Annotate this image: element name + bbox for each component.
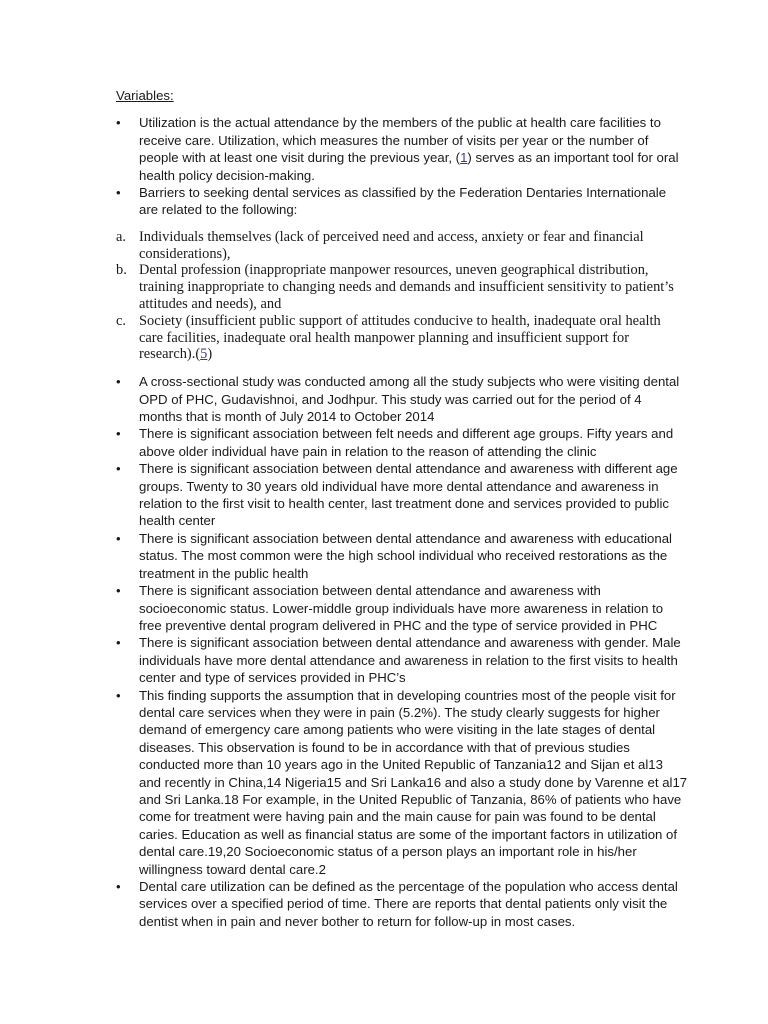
bullet-icon: • [116,879,121,894]
barrier-text-tail: ) [207,346,213,363]
barrier-item-b [116,262,688,312]
bullet-item-barriers [116,184,688,219]
finding-text: This finding supports the assumption that in developing countries most of the people visit for dental care services when they were in pain (5.2%). The study clearly suggests for higher demand of emergency care among patients who were visiting in the late stages of dental diseases. This observation is found to be in accordance with that of previous studies conducted more than 10 years ago in the United Republic of Tanzania12 and Sijan et al13 and recently in China,14 Nigeria15 and Sri Lanka16 and also a study done by Varenne et al17 and Sri Lanka.18 For example, in the United Republic of Tanzania, 86% of patients who have come for treatment were having pain and the main cause for pain was found to be dental caries. Education as well as financial status are some of the important factors in utilization of dental care.19,20 Socioeconomic status of a person plays an important role in his/her willingness toward dental care.2 [139,687,688,877]
bullet-icon: • [116,426,121,442]
finding-item [116,530,688,582]
finding-text: There is significant association between dental attendance and awareness with gender. Male individuals have more dental attendance and awareness in relation to the first visits to health center and type of services provided in PHC’s [139,635,681,686]
finding-text: There is significant association between dental attendance and awareness with different age groups. Twenty to 30 years old individual have more dental attendance and awareness in relation to the first visit to health center, last treatment done and services provided to public health center [139,461,678,529]
barrier-text: Dental profession (inappropriate manpower resources, uneven geographical distribution, training inappropriate to changing needs and demands and insufficient sensitivity to patient’s attitudes and needs), and [139,262,674,313]
finding-text: There is significant association between dental attendance and awareness with educational status. The most common were the high school individual who received restorations as the treatment in the public health [139,530,672,581]
findings-bullet-list [116,373,688,930]
list-marker: a. [116,228,126,245]
barrier-text: Individuals themselves (lack of perceived need and access, anxiety or fear and financial considerations), [139,228,644,262]
finding-item [116,634,688,686]
bullet-text: Barriers to seeking dental services as classified by the Federation Dentaries Internationale are related to the following: [139,185,667,218]
finding-item [116,373,688,425]
bullet-text-tail: ) serves as an important tool for oral health policy decision-making. [139,150,679,183]
bullet-icon: • [116,635,121,651]
barrier-item-c [116,313,688,363]
intro-bullet-list [116,114,688,218]
finding-text: There is significant association between felt needs and different age groups. Fifty years and above older individual have pain in relation to the reason of attending the clinic [139,426,674,459]
bullet-icon: • [116,374,121,390]
list-marker: c. [116,312,126,329]
bullet-icon: • [116,461,121,477]
finding-item [116,687,688,878]
bullet-icon: • [116,530,121,546]
bullet-item-utilization [116,114,688,184]
finding-text: A cross-sectional study was conducted among all the study subjects who were visiting dental OPD of PHC, Gudavishnoi, and Jodhpur. This study was carried out for the period of 4 months that is month of July 2014 to October 2014 [139,374,680,425]
barriers-list [116,229,688,363]
bullet-text: Utilization is the actual attendance by the members of the public at health care facilities to receive care. Utilization, which measures the number of visits per year or the number of people with at least one visit during the previous year, ( [139,115,661,166]
barrier-item-a [116,229,688,263]
finding-item [116,460,688,530]
bullet-icon: • [116,583,121,599]
finding-text: There is significant association between dental attendance and awareness with socioeconomic status. Lower-middle group individuals have more awareness in relation to free preventive dental program delivered in PHC and the type of service provided in PHC [139,583,664,633]
finding-item [116,582,688,634]
finding-item [116,425,688,460]
barrier-text: Society (insufficient public support of attitudes conducive to health, inadequate oral health care facilities, inadequate oral health manpower planning and insufficient support for research).( [139,312,661,363]
section-heading: Variables: [116,88,174,103]
finding-text: Dental care utilization can be defined as the percentage of the population who access dental services over a specified period of time. There are reports that dental patients only visit the dentist when in pain and never bother to return for follow-up in most cases. [139,879,678,929]
bullet-icon: • [116,185,121,201]
finding-item [116,878,688,930]
reference-link-5[interactable]: 5 [200,346,208,363]
bullet-icon: • [116,115,121,131]
bullet-icon: • [116,687,121,703]
list-marker: b. [116,262,127,279]
reference-link-1[interactable]: 1 [460,150,468,166]
